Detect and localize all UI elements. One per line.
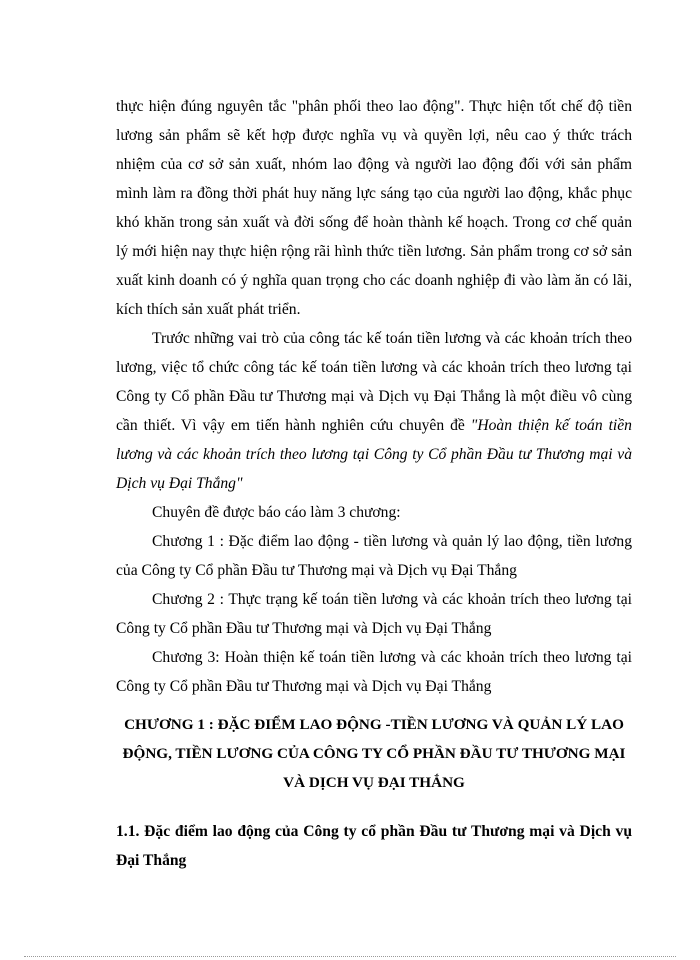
section-heading: 1.1. Đặc điểm lao động của Công ty cổ phần Đầu tư Thương mại và Dịch vụ Đại Thắng xyxy=(116,823,632,869)
chapter-1-item: Chương 1 : Đặc điểm lao động - tiền lương và quản lý lao động, tiền lương của Công ty Cổ phần Đầu tư Thương mại và Dịch vụ Đại Thắng xyxy=(116,533,632,579)
reason-text: Trước những vai trò của công tác kế toán tiền lương và các khoản trích theo lương, việc tổ chức công tác kế toán tiền lương và các khoản trích theo lương tại Công ty Cổ phần Đầu tư Thương mại và Dịch vụ Đại Thắng là một điều vô cùng cần thiết. Vì vậy em tiến hành nghiên cứu chuyên đề xyxy=(116,330,632,434)
document-page xyxy=(116,92,632,875)
chapter-3-item: Chương 3: Hoàn thiện kế toán tiền lương và các khoản trích theo lương tại Công ty Cổ phần Đầu tư Thương mại và Dịch vụ Đại Thắng xyxy=(116,649,632,695)
page-bottom-divider xyxy=(24,956,676,957)
intro-paragraph: thực hiện đúng nguyên tắc "phân phối theo lao động". Thực hiện tốt chế độ tiền lương sản phẩm sẽ kết hợp được nghĩa vụ và quyền lợi, nêu cao ý thức trách nhiệm của cơ sở sản xuất, nhóm lao động và người lao động đối với sản phẩm mình làm ra đồng thời phát huy năng lực sáng tạo của người lao động, khắc phục khó khăn trong sản xuất và đời sống để hoàn thành kế hoạch. Trong cơ chế quản lý mới hiện nay thực hiện rộng rãi hình thức tiền lương. Sản phẩm trong cơ sở sản xuất kinh doanh có ý nghĩa quan trọng cho các doanh nghiệp đi vào làm ăn có lãi, kích thích sản xuất phát triển. xyxy=(116,98,632,318)
chapter-2-item: Chương 2 : Thực trạng kế toán tiền lương và các khoản trích theo lương tại Công ty Cổ phần Đầu tư Thương mại và Dịch vụ Đại Thắng xyxy=(116,591,632,637)
reason-paragraph xyxy=(116,324,632,498)
chapter-heading: CHƯƠNG 1 : ĐẶC ĐIỂM LAO ĐỘNG -TIỀN LƯƠNG VÀ QUẢN LÝ LAO ĐỘNG, TIỀN LƯƠNG CỦA CÔNG TY CỔ PHẦN ĐẦU TƯ THƯƠNG MẠI VÀ DỊCH VỤ ĐẠI THẮNG xyxy=(122,716,626,791)
topic-title: "Hoàn thiện kế toán tiền lương và các khoản trích theo lương tại Công ty Cổ phần Đầu tư Thương mại và Dịch vụ Đại Thắng" xyxy=(116,417,632,492)
structure-intro: Chuyên đề được báo cáo làm 3 chương: xyxy=(152,504,401,521)
